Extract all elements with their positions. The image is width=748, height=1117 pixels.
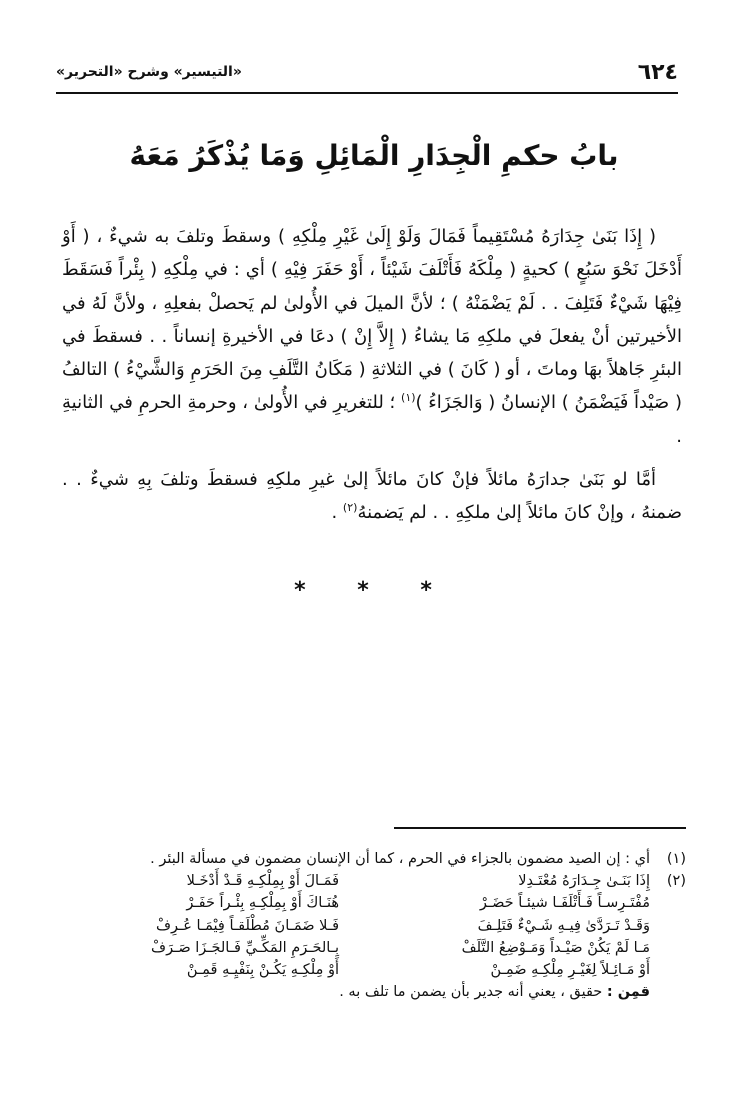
footnote-ref-2[interactable]: (٢) xyxy=(342,501,358,515)
footnote-number: (١) xyxy=(666,851,686,867)
verse-second-hemistich: هُنَـاكَ أَوْ بِمِلْكِـهِ بِئْـراً حَفَـرْ xyxy=(186,895,339,912)
verse-second-hemistich: فَمَـالَ أَوْ بِمِلْكِـهِ قَـدْ أَدْخَـلا xyxy=(186,873,339,890)
verse-line xyxy=(64,870,650,892)
paragraph-2 xyxy=(62,463,682,530)
main-text xyxy=(62,220,682,530)
footnote-gloss xyxy=(64,981,686,1003)
paragraph-1 xyxy=(62,220,682,453)
footnote-number: (٢) xyxy=(666,873,686,890)
verse-line xyxy=(64,937,650,959)
footnote-separator xyxy=(394,827,686,829)
footnote-1 xyxy=(64,848,686,870)
page-number: ٦٢٤ xyxy=(637,60,678,85)
verse-line xyxy=(64,915,650,937)
verse-first-hemistich: مُفْتَـرِسـاً فَـأَتْلَفَـا شيئـاً حَضَـرْ xyxy=(479,895,650,912)
page-header xyxy=(56,58,678,94)
verse-first-hemistich: إِذَا بَنَـىٰ جِـدَارَهُ مُعْتَـدِلا xyxy=(518,873,650,890)
paragraph-1-text: ( إِذَا بَنَىٰ جِدَارَهُ مُسْتَقِيماً فَمَالَ وَلَوْ إِلَىٰ غَيْرِ مِلْكِهِ ) وسقطَ وتلفَ به شيءٌ ، ( أَوْ أَدْخَلَ نَحْوَ سَبُعٍ ) كحيةٍ ( مِلْكَهُ فَأَتْلَفَ شَيْئاً ، أَوْ حَفَرَ فِيْهِ ) أي : في مِلْكِهِ ( بِئْراً فَسَقَطَ فِيْهَا شَيْءٌ فَتَلِفَ . . لَمْ يَضْمَنْهُ ) ؛ لأنَّ الميلَ في الأُولىٰ لم يَحصلْ بفعلِهِ ، ولأنَّ لَهُ في الأخيرتين أنْ يفعلَ في ملكِهِ مَا يشاءُ ( إِلاَّ إِنْ ) دعَا في الأخيرةِ إنساناً . . فسقطَ في البئرِ جَاهلاً بهَا وماتَ ، أو ( كَانَ ) في الثلاثةِ ( مَكَانُ التَّلَفِ مِنَ الحَرَمِ وَالشَّيْءُ ) التالفُ ( صَيْداً فَيَضْمَنُ ) الإنسانُ ( وَالجَزَاءُ ) xyxy=(62,226,682,414)
verse-first-hemistich: مَـا لَمْ يَكُنْ صَيْـداً وَمَـوْضِعُ التَّلَفْ xyxy=(461,939,650,956)
footnote-ref-1[interactable]: (١) xyxy=(401,391,416,405)
verse-second-hemistich: أَوْ مِلْكِـهِ يَكُـنْ بِنَفْيِـهِ قَمِـنْ xyxy=(186,962,339,979)
verse-line xyxy=(64,892,650,914)
gloss-term: قمِن : xyxy=(606,984,650,1001)
verse-second-hemistich: بِـالحَـرَمِ المَكِّـيِّ فَـالجَـزَا صَـرَفْ xyxy=(151,939,339,956)
chapter-title: بابُ حكمِ الْجِدَارِ الْمَائِلِ وَمَا يُذْكَرُ مَعَهُ xyxy=(129,139,619,172)
verse-first-hemistich: أَوْ مَـائِـلاً لِغَيْـرِ مِلْكِـهِ ضَمِـنْ xyxy=(490,962,650,979)
footnotes xyxy=(64,848,686,1003)
verse-table xyxy=(64,870,650,981)
paragraph-2-text-end: . xyxy=(331,502,338,524)
verse-first-hemistich: وَقَـدْ تَـرَدَّىٰ فِيـهِ شَـيْءٌ فَتَلِـفَ xyxy=(477,917,650,934)
footnote-text: أي : إن الصيد مضمون بالجزاء في الحرم ، كما أن الإنسان مضمون في مسألة البئر . xyxy=(150,851,650,867)
running-title: «التيسير» وشرح «التحرير» xyxy=(56,64,242,80)
section-divider: * * * xyxy=(294,578,454,603)
footnote-2 xyxy=(64,870,686,981)
paragraph-1-text-end: ؛ للتغريرِ في الأُولىٰ ، وحرمةِ الحرمِ في الثانيةِ . xyxy=(62,392,682,447)
verse-line xyxy=(64,959,650,981)
gloss-text: حقيق ، يعني أنه جدير بأن يضمن ما تلف به . xyxy=(339,984,603,1001)
paragraph-2-text: أمَّا لو بَنَىٰ جدارَهُ مائلاً فإنْ كانَ مائلاً إلىٰ غيرِ ملكِهِ فسقطَ وتلفَ بِهِ شيءٌ . . ضمنهُ ، وإنْ كانَ مائلاً إلىٰ ملكِهِ . . لم يَضمنهُ xyxy=(62,469,682,524)
verse-second-hemistich: فَـلا ضَمَـانَ مُطْلَقـاً فِيْمَـا عُـرِفْ xyxy=(155,917,339,934)
